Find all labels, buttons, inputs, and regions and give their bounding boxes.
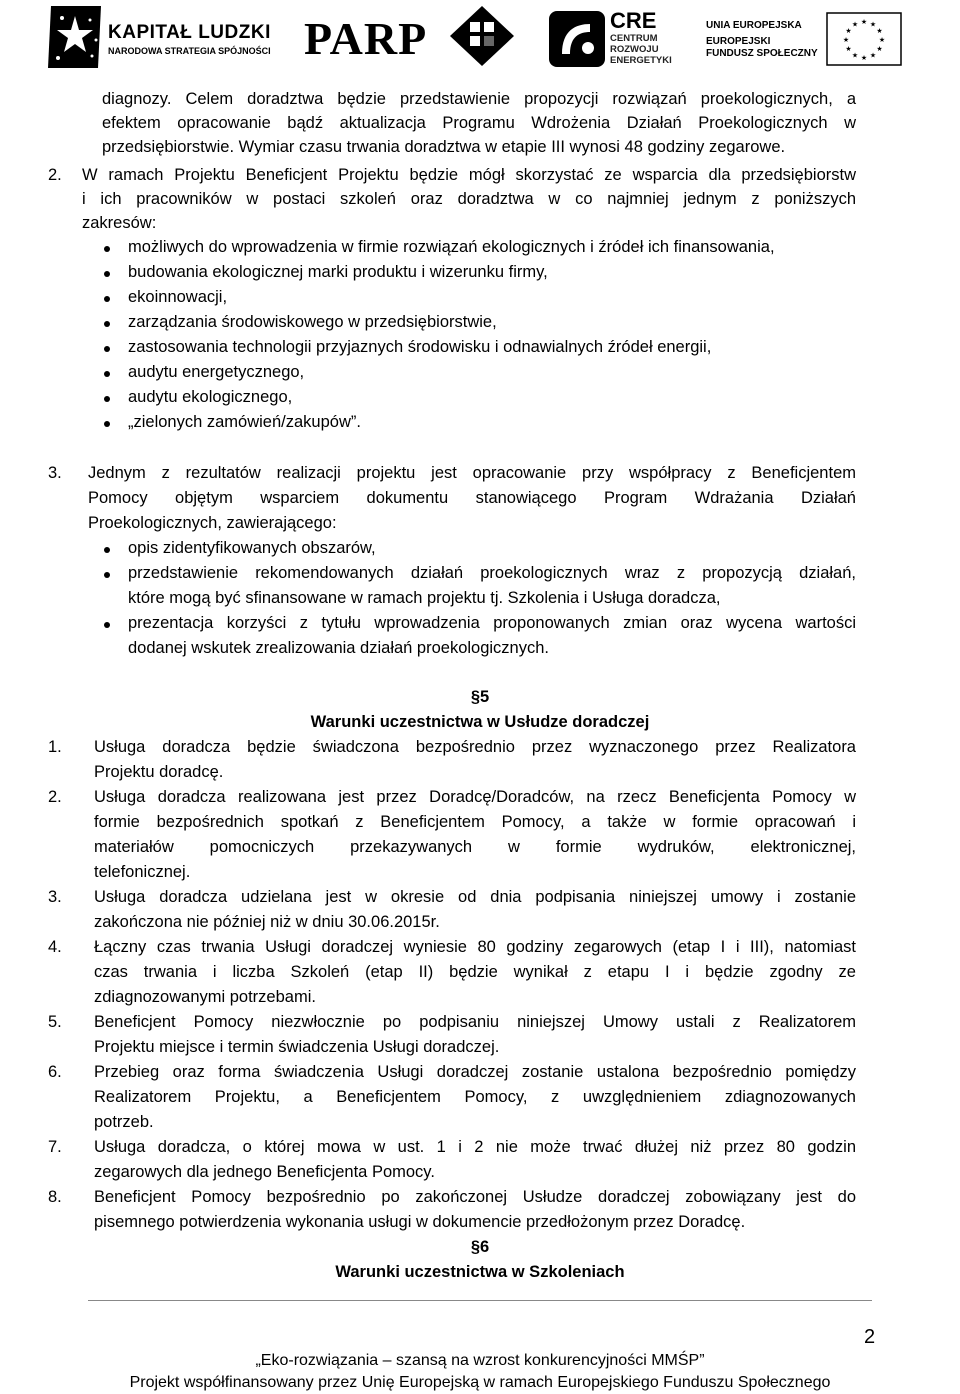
svg-text:★: ★	[851, 51, 859, 60]
s5-item-number: 1.	[48, 738, 62, 756]
s5-item-line: zakończona nie później niż w dniu 30.06.2015r.	[94, 913, 440, 931]
svg-text:★: ★	[845, 45, 852, 53]
p2-item: „zielonych zamówień/zakupów”.	[128, 413, 361, 431]
eu-flag-icon	[826, 12, 902, 66]
footer-divider	[88, 1300, 872, 1301]
s5-item-line: Beneficjent Pomocy bezpośrednio po zakończonej Usłudze doradczej zobowiązany jest do	[94, 1188, 856, 1206]
header-logos	[0, 0, 960, 80]
kl-title: KAPITAŁ LUDZKI	[108, 22, 271, 43]
s5-item-line: materiałów pomocniczych przekazywanych w formie wydruków, elektronicznej,	[94, 838, 856, 856]
star-man-icon	[46, 4, 104, 70]
bullet-icon	[104, 547, 110, 553]
section-6-title: §6	[470, 1238, 490, 1256]
bullet-icon	[104, 622, 110, 628]
p2-item: zastosowania technologii przyjaznych środowisku i odnawialnych źródeł energii,	[128, 338, 712, 356]
bullet-icon	[104, 396, 110, 402]
svg-text:★: ★	[876, 45, 883, 53]
parp-logo	[300, 8, 520, 72]
svg-text:★: ★	[842, 36, 850, 44]
svg-text:★: ★	[876, 27, 883, 35]
s5-item-line: Usługa doradcza udzielana jest w okresie od dnia podpisania niniejszej umowy i zostanie	[94, 888, 856, 906]
p2-number: 2.	[48, 166, 62, 184]
s5-item-line: Projektu doradcę.	[94, 763, 224, 781]
cre-sub-1: CENTRUM	[610, 33, 658, 44]
s5-item-line: Projektu miejsce i termin świadczenia Usługi doradczej.	[94, 1038, 500, 1056]
s5-item-line: Usługa doradcza realizowana jest przez Doradcę/Doradców, na rzecz Beneficjenta Pomocy w	[94, 788, 856, 806]
intro-line-3: przedsiębiorstwie. Wymiar czasu trwania doradztwa w etapie III wynosi 48 godziny zegarowe.	[102, 138, 786, 156]
bullet-icon	[104, 321, 110, 327]
ue-line-3: FUNDUSZ SPOŁECZNY	[706, 48, 818, 59]
cre-title: CRE	[610, 8, 657, 33]
svg-text:★: ★	[869, 20, 877, 29]
svg-text:★: ★	[860, 18, 868, 26]
s5-item-line: zegarowych dla jednego Beneficjenta Pomocy.	[94, 1163, 435, 1181]
bullet-icon	[104, 271, 110, 277]
page-number: 2	[864, 1326, 876, 1348]
s5-item-line: pisemnego potwierdzenia wykonania usługi w dokumencie przedłożonym przez Doradcę.	[94, 1213, 746, 1231]
p2-item: budowania ekologicznej marki produktu i wizerunku firmy,	[128, 263, 548, 281]
ue-logo	[704, 6, 904, 70]
p2-line-2: i ich pracowników w postaci szkoleń oraz doradztwa w co najmniej jednym z poniższych	[82, 190, 856, 208]
p3-bullet-3b: dodanej wskutek zrealizowania działań proekologicznych.	[128, 639, 549, 657]
bullet-icon	[104, 246, 110, 252]
section-5-title: §5	[470, 688, 490, 706]
intro-line-2: efektem opracowanie bądź aktualizacja Programu Wdrożenia Działań Proekologicznych w	[102, 114, 856, 132]
p2-item: audytu ekologicznego,	[128, 388, 293, 406]
s5-item-line: zdiagnozowanymi potrzebami.	[94, 988, 316, 1006]
bullet-icon	[104, 296, 110, 302]
s5-item-line: telefonicznej.	[94, 863, 191, 881]
p3-line-1: Jednym z rezultatów realizacji projektu jest opracowanie przy współpracy z Beneficjentem	[88, 464, 856, 482]
ue-line-1: UNIA EUROPEJSKA	[706, 20, 802, 31]
p2-item: możliwych do wprowadzenia w firmie rozwiązań ekologicznych i źródeł ich finansowania,	[128, 238, 775, 256]
p3-bullet-2a: przedstawienie rekomendowanych działań proekologicznych wraz z propozycją działań,	[128, 564, 856, 582]
s5-item-line: Usługa doradcza będzie świadczona bezpośrednio przez wyznaczonego przez Realizatora	[94, 738, 856, 756]
s5-item-line: Usługa doradcza, o której mowa w ust. 1 i 2 nie może trwać dłużej niż przez 80 godzin	[94, 1138, 856, 1156]
intro-line-1: diagnozy. Celem doradztwa będzie przedstawienie propozycji rozwiązań proekologicznych, a	[102, 90, 856, 108]
cre-mark-icon	[548, 10, 606, 68]
p3-bullet-3a: prezentacja korzyści z tytułu wprowadzenia proponowanych zmian oraz wycena wartości	[128, 614, 856, 632]
section-6-subtitle: Warunki uczestnictwa w Szkoleniach	[335, 1263, 625, 1281]
svg-text:★: ★	[860, 54, 868, 62]
bullet-icon	[104, 371, 110, 377]
s5-item-line: Beneficjent Pomocy niezwłocznie po podpisaniu niniejszej Umowy ustali z Realizatorem	[94, 1013, 856, 1031]
svg-text:★: ★	[869, 51, 877, 60]
s5-item-number: 6.	[48, 1063, 62, 1081]
cre-sub-3: ENERGETYKI	[610, 55, 672, 66]
cre-sub-2: ROZWOJU	[610, 44, 659, 55]
footer-cofinancing: Projekt współfinansowany przez Unię Europejską w ramach Europejskiego Funduszu Społecznego	[129, 1374, 831, 1391]
bullet-icon	[104, 572, 110, 578]
p2-line-1: W ramach Projektu Beneficjent Projektu będzie mógł skorzystać ze wsparcia dla przedsiębiorstw	[82, 166, 856, 184]
svg-text:★: ★	[845, 27, 852, 35]
p3-line-3: Proekologicznych, zawierającego:	[88, 514, 337, 532]
s5-item-line: Realizatorem Projektu, a Beneficjentem Pomocy, z uwzględnieniem zdiagnozowanych	[94, 1088, 856, 1106]
bullet-icon	[104, 421, 110, 427]
svg-text:★: ★	[878, 36, 886, 44]
s5-item-line: formie bezpośrednich spotkań z Beneficjentem Pomocy, a także w formie opracowań i	[94, 813, 856, 831]
p3-line-2: Pomocy objętym wsparciem dokumentu stanowiącego Program Wdrażania Działań	[88, 489, 856, 507]
s5-item-line: czas trwania i liczba Szkoleń (etap II) będzie wynikał z etapu I i będzie zgodny ze	[94, 963, 856, 981]
s5-item-line: Przebieg oraz forma świadczenia Usługi doradczej zostanie ustalona bezpośrednio pomiędzy	[94, 1063, 856, 1081]
s5-item-number: 3.	[48, 888, 62, 906]
parp-mark-icon	[448, 4, 516, 68]
s5-item-line: Łączny czas trwania Usługi doradczej wyniesie 80 godziny zegarowych (etap I i III), natomiast	[94, 938, 856, 956]
p2-item: audytu energetycznego,	[128, 363, 305, 381]
s5-item-number: 7.	[48, 1138, 62, 1156]
svg-text:★: ★	[851, 20, 859, 29]
kl-subtitle: NARODOWA STRATEGIA SPÓJNOŚCI	[108, 46, 271, 56]
p2-item: zarządzania środowiskowego w przedsiębiorstwie,	[128, 313, 497, 331]
s5-item-number: 2.	[48, 788, 62, 806]
p3-bullet-1: opis zidentyfikowanych obszarów,	[128, 539, 376, 557]
p2-item: ekoinnowacji,	[128, 288, 228, 306]
parp-text: PARP	[304, 13, 428, 64]
ue-line-2: EUROPEJSKI	[706, 36, 771, 47]
p3-bullet-2b: które mogą być sfinansowane w ramach projektu tj. Szkolenia i Usługa doradcza,	[128, 589, 721, 607]
s5-item-number: 5.	[48, 1013, 62, 1031]
s5-item-number: 4.	[48, 938, 62, 956]
cre-logo	[548, 8, 678, 70]
kapital-ludzki-logo	[46, 4, 276, 72]
p3-number: 3.	[48, 464, 62, 482]
p2-line-3: zakresów:	[82, 214, 157, 232]
section-5-subtitle: Warunki uczestnictwa w Usłudze doradczej	[310, 713, 650, 731]
footer-project-name: „Eko-rozwiązania – szansą na wzrost konkurencyjności MMŚP”	[255, 1352, 705, 1369]
s5-item-line: potrzeb.	[94, 1113, 154, 1131]
s5-item-number: 8.	[48, 1188, 62, 1206]
bullet-icon	[104, 346, 110, 352]
